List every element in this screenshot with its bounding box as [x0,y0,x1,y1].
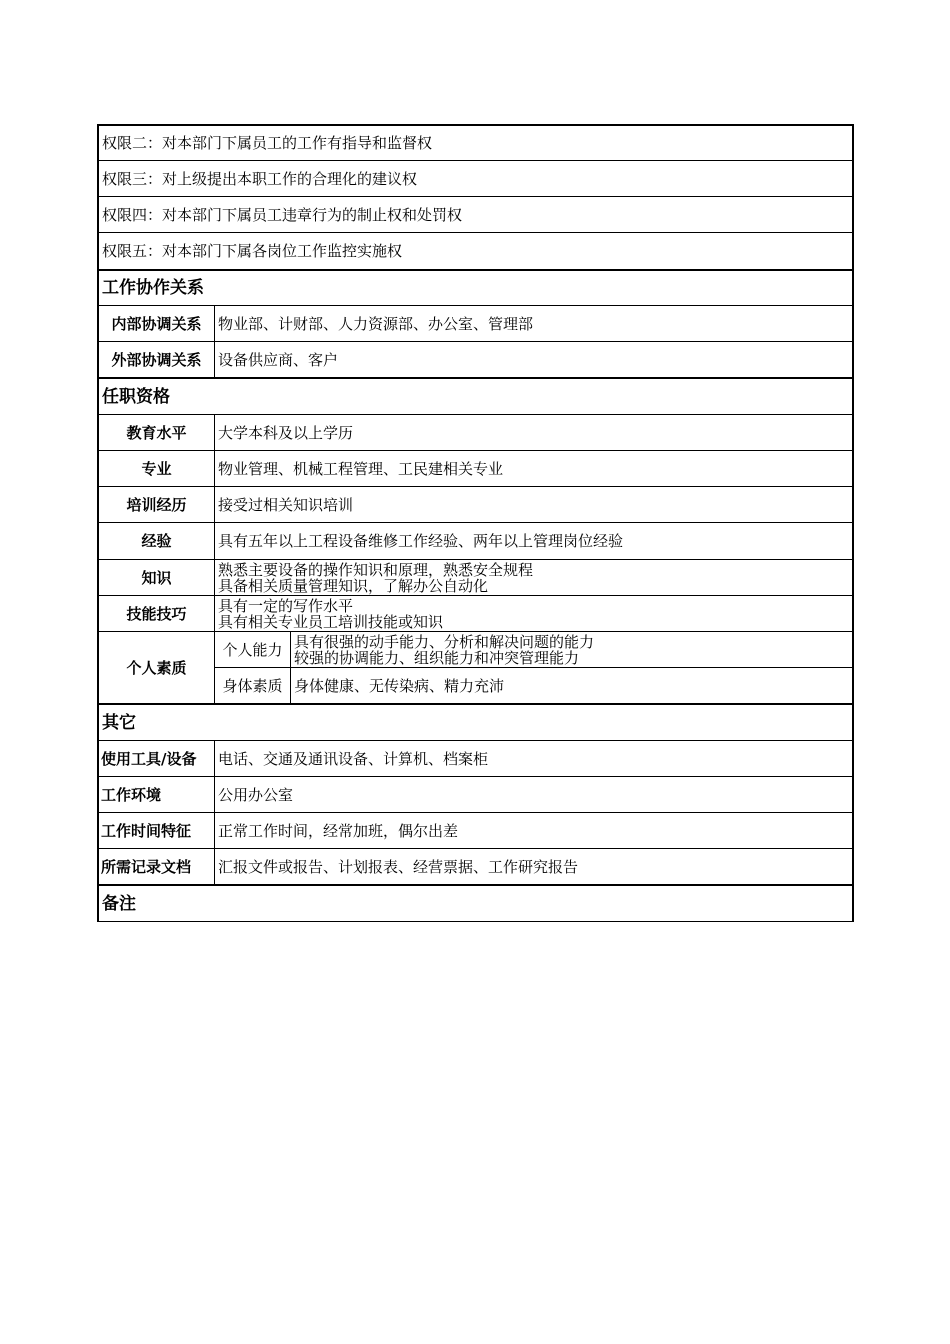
field-value: 汇报文件或报告、计划报表、经营票据、工作研究报告 [218,857,579,876]
section-remarks [97,886,854,922]
ability-line: 较强的协调能力、组织能力和冲突管理能力 [294,648,580,667]
records-row [97,849,854,886]
training-row [97,487,854,523]
field-value: 正常工作时间，经常加班，偶尔出差 [218,821,459,840]
skills-line: 具有相关专业员工培训技能或知识 [218,612,444,631]
section-qualification [97,379,854,415]
section-title: 任职资格 [102,386,170,407]
field-value: 物业管理、机械工程管理、工民建相关专业 [218,459,504,478]
field-value: 物业部、计财部、人力资源部、办公室、管理部 [218,314,534,333]
sub-value [291,632,852,667]
external-coordination-row [97,342,854,379]
personal-quality-row [97,632,854,705]
authority-row-5 [97,233,854,270]
field-label: 专业 [99,451,215,486]
internal-coordination-row [97,306,854,342]
field-value: 设备供应商、客户 [218,350,339,369]
section-title: 工作协作关系 [102,278,204,298]
field-label: 经验 [99,523,215,559]
sub-value: 身体健康、无传染病、精力充沛 [294,676,505,695]
knowledge-line: 熟悉主要设备的操作知识和原理，熟悉安全规程 [218,560,534,579]
field-label: 所需记录文档 [99,849,215,884]
field-label: 外部协调关系 [99,342,215,377]
ability-subrow [215,632,852,668]
knowledge-line: 具备相关质量管理知识，了解办公自动化 [218,576,489,595]
section-other [97,705,854,741]
authority-text: 权限三：对上级提出本职工作的合理化的建议权 [102,169,418,188]
environment-row [97,777,854,813]
field-label: 内部协调关系 [99,306,215,341]
education-row [97,415,854,451]
field-value [215,560,852,595]
authority-row-3 [97,161,854,197]
field-label: 工作时间特征 [99,813,215,848]
knowledge-row [97,560,854,596]
skills-line: 具有一定的写作水平 [218,596,354,615]
physical-subrow [215,668,852,703]
skills-row [97,596,854,632]
authority-text: 权限二：对本部门下属员工的工作有指导和监督权 [102,134,433,152]
field-value: 公用办公室 [218,785,294,804]
field-value [215,596,852,631]
section-title: 备注 [102,893,136,914]
field-label: 教育水平 [99,415,215,450]
section-title: 其它 [102,712,136,733]
field-label: 使用工具/设备 [99,741,215,776]
sub-label: 身体素质 [215,668,291,703]
authority-text: 权限五：对本部门下属各岗位工作监控实施权 [102,242,403,260]
field-label: 培训经历 [99,487,215,522]
work-time-row [97,813,854,849]
sub-label: 个人能力 [215,632,291,667]
field-value: 具有五年以上工程设备维修工作经验、两年以上管理岗位经验 [218,532,624,550]
field-value: 接受过相关知识培训 [218,495,354,514]
ability-line: 具有很强的动手能力、分析和解决问题的能力 [294,632,595,651]
field-label: 知识 [99,560,215,595]
section-coordination [97,269,854,306]
tools-row [97,741,854,777]
field-label: 工作环境 [99,777,215,812]
experience-row [97,523,854,560]
field-label: 技能技巧 [99,596,215,631]
field-label: 个人素质 [99,632,215,703]
authority-text: 权限四：对本部门下属员工违章行为的制止权和处罚权 [102,205,463,224]
authority-row-4 [97,197,854,233]
field-value: 大学本科及以上学历 [218,423,354,442]
major-row [97,451,854,487]
field-value: 电话、交通及通讯设备、计算机、档案柜 [218,749,489,768]
authority-row-2 [97,124,854,161]
